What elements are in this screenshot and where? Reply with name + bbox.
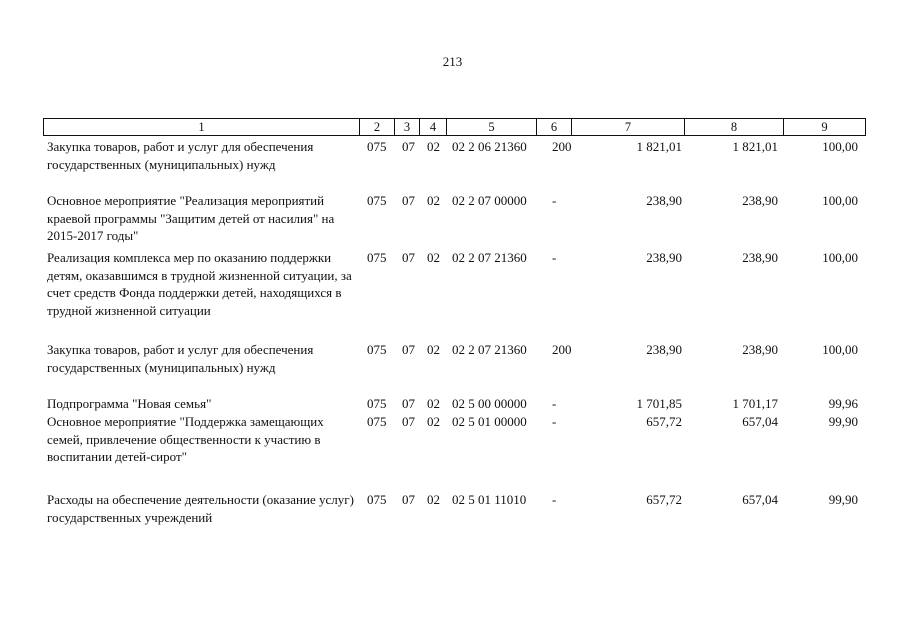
row-col-6: -	[552, 250, 557, 265]
row-col-8: 238,90	[742, 193, 778, 208]
row-col-6: -	[552, 193, 557, 208]
row-col-7: 238,90	[646, 193, 682, 208]
row-description: Подпрограмма "Новая семья"	[47, 396, 212, 411]
row-description: Реализация комплекса мер по оказанию поддержки детям, оказавшимся в трудной жизненной ситуации, за счет средств Фонда поддержки детей, находящихся в трудной жизненной ситуации	[47, 250, 352, 318]
row-col-5: 02 5 00 00000	[452, 396, 527, 411]
row-col-2: 075	[367, 492, 387, 507]
row-col-7: 238,90	[646, 342, 682, 357]
row-col-3: 07	[402, 139, 415, 154]
row-col-8: 1 701,17	[732, 396, 778, 411]
row-col-3: 07	[402, 250, 415, 265]
row-col-4: 02	[427, 414, 440, 429]
row-col-5: 02 2 07 21360	[452, 250, 527, 265]
row-col-2: 075	[367, 414, 387, 429]
row-col-4: 02	[427, 396, 440, 411]
row-col-2: 075	[367, 250, 387, 265]
page-number: 213	[442, 54, 463, 69]
row-col-9: 99,96	[828, 396, 858, 411]
row-col-5: 02 2 07 21360	[452, 342, 527, 357]
row-col-9: 100,00	[822, 342, 858, 357]
header-col-1: 1	[43, 118, 360, 136]
row-col-7: 1 701,85	[636, 396, 682, 411]
row-col-9: 99,90	[828, 414, 858, 429]
row-col-8: 238,90	[742, 250, 778, 265]
row-col-6: 200	[552, 139, 572, 154]
row-description: Основное мероприятие "Поддержка замещающих семей, привлечение общественности к участию в воспитании детей-сирот"	[47, 414, 324, 465]
row-col-9: 99,90	[828, 492, 858, 507]
row-col-7: 657,72	[646, 492, 682, 507]
header-col-5: 5	[446, 118, 537, 136]
row-col-9: 100,00	[822, 250, 858, 265]
row-col-2: 075	[367, 193, 387, 208]
row-col-8: 657,04	[742, 414, 778, 429]
row-col-3: 07	[402, 396, 415, 411]
row-col-5: 02 2 07 00000	[452, 193, 527, 208]
header-col-7: 7	[571, 118, 685, 136]
row-col-7: 238,90	[646, 250, 682, 265]
row-col-2: 075	[367, 139, 387, 154]
row-col-5: 02 5 01 00000	[452, 414, 527, 429]
row-col-5: 02 2 06 21360	[452, 139, 527, 154]
row-col-9: 100,00	[822, 139, 858, 154]
row-description: Расходы на обеспечение деятельности (оказание услуг) государственных учреждений	[47, 492, 354, 525]
row-col-8: 1 821,01	[732, 139, 778, 154]
row-col-8: 238,90	[742, 342, 778, 357]
row-col-3: 07	[402, 492, 415, 507]
row-col-3: 07	[402, 342, 415, 357]
row-col-4: 02	[427, 139, 440, 154]
header-col-8: 8	[684, 118, 784, 136]
row-col-8: 657,04	[742, 492, 778, 507]
row-col-9: 100,00	[822, 193, 858, 208]
row-col-3: 07	[402, 414, 415, 429]
header-col-2: 2	[359, 118, 395, 136]
row-col-7: 1 821,01	[636, 139, 682, 154]
row-description: Закупка товаров, работ и услуг для обеспечения государственных (муниципальных) нужд	[47, 139, 314, 172]
row-col-4: 02	[427, 492, 440, 507]
row-col-5: 02 5 01 11010	[452, 492, 527, 507]
row-col-6: -	[552, 414, 557, 429]
row-description: Основное мероприятие "Реализация мероприятий краевой программы "Защитим детей от насилия" на 2015-2017 годы"	[47, 193, 335, 244]
row-col-2: 075	[367, 342, 387, 357]
row-col-4: 02	[427, 193, 440, 208]
row-col-7: 657,72	[646, 414, 682, 429]
row-col-2: 075	[367, 396, 387, 411]
row-col-4: 02	[427, 250, 440, 265]
row-col-6: -	[552, 492, 557, 507]
row-col-4: 02	[427, 342, 440, 357]
header-col-6: 6	[536, 118, 572, 136]
row-col-6: 200	[552, 342, 572, 357]
row-description: Закупка товаров, работ и услуг для обеспечения государственных (муниципальных) нужд	[47, 342, 314, 375]
header-col-4: 4	[419, 118, 447, 136]
row-col-6: -	[552, 396, 557, 411]
row-col-3: 07	[402, 193, 415, 208]
header-col-3: 3	[394, 118, 420, 136]
header-col-9: 9	[783, 118, 866, 136]
